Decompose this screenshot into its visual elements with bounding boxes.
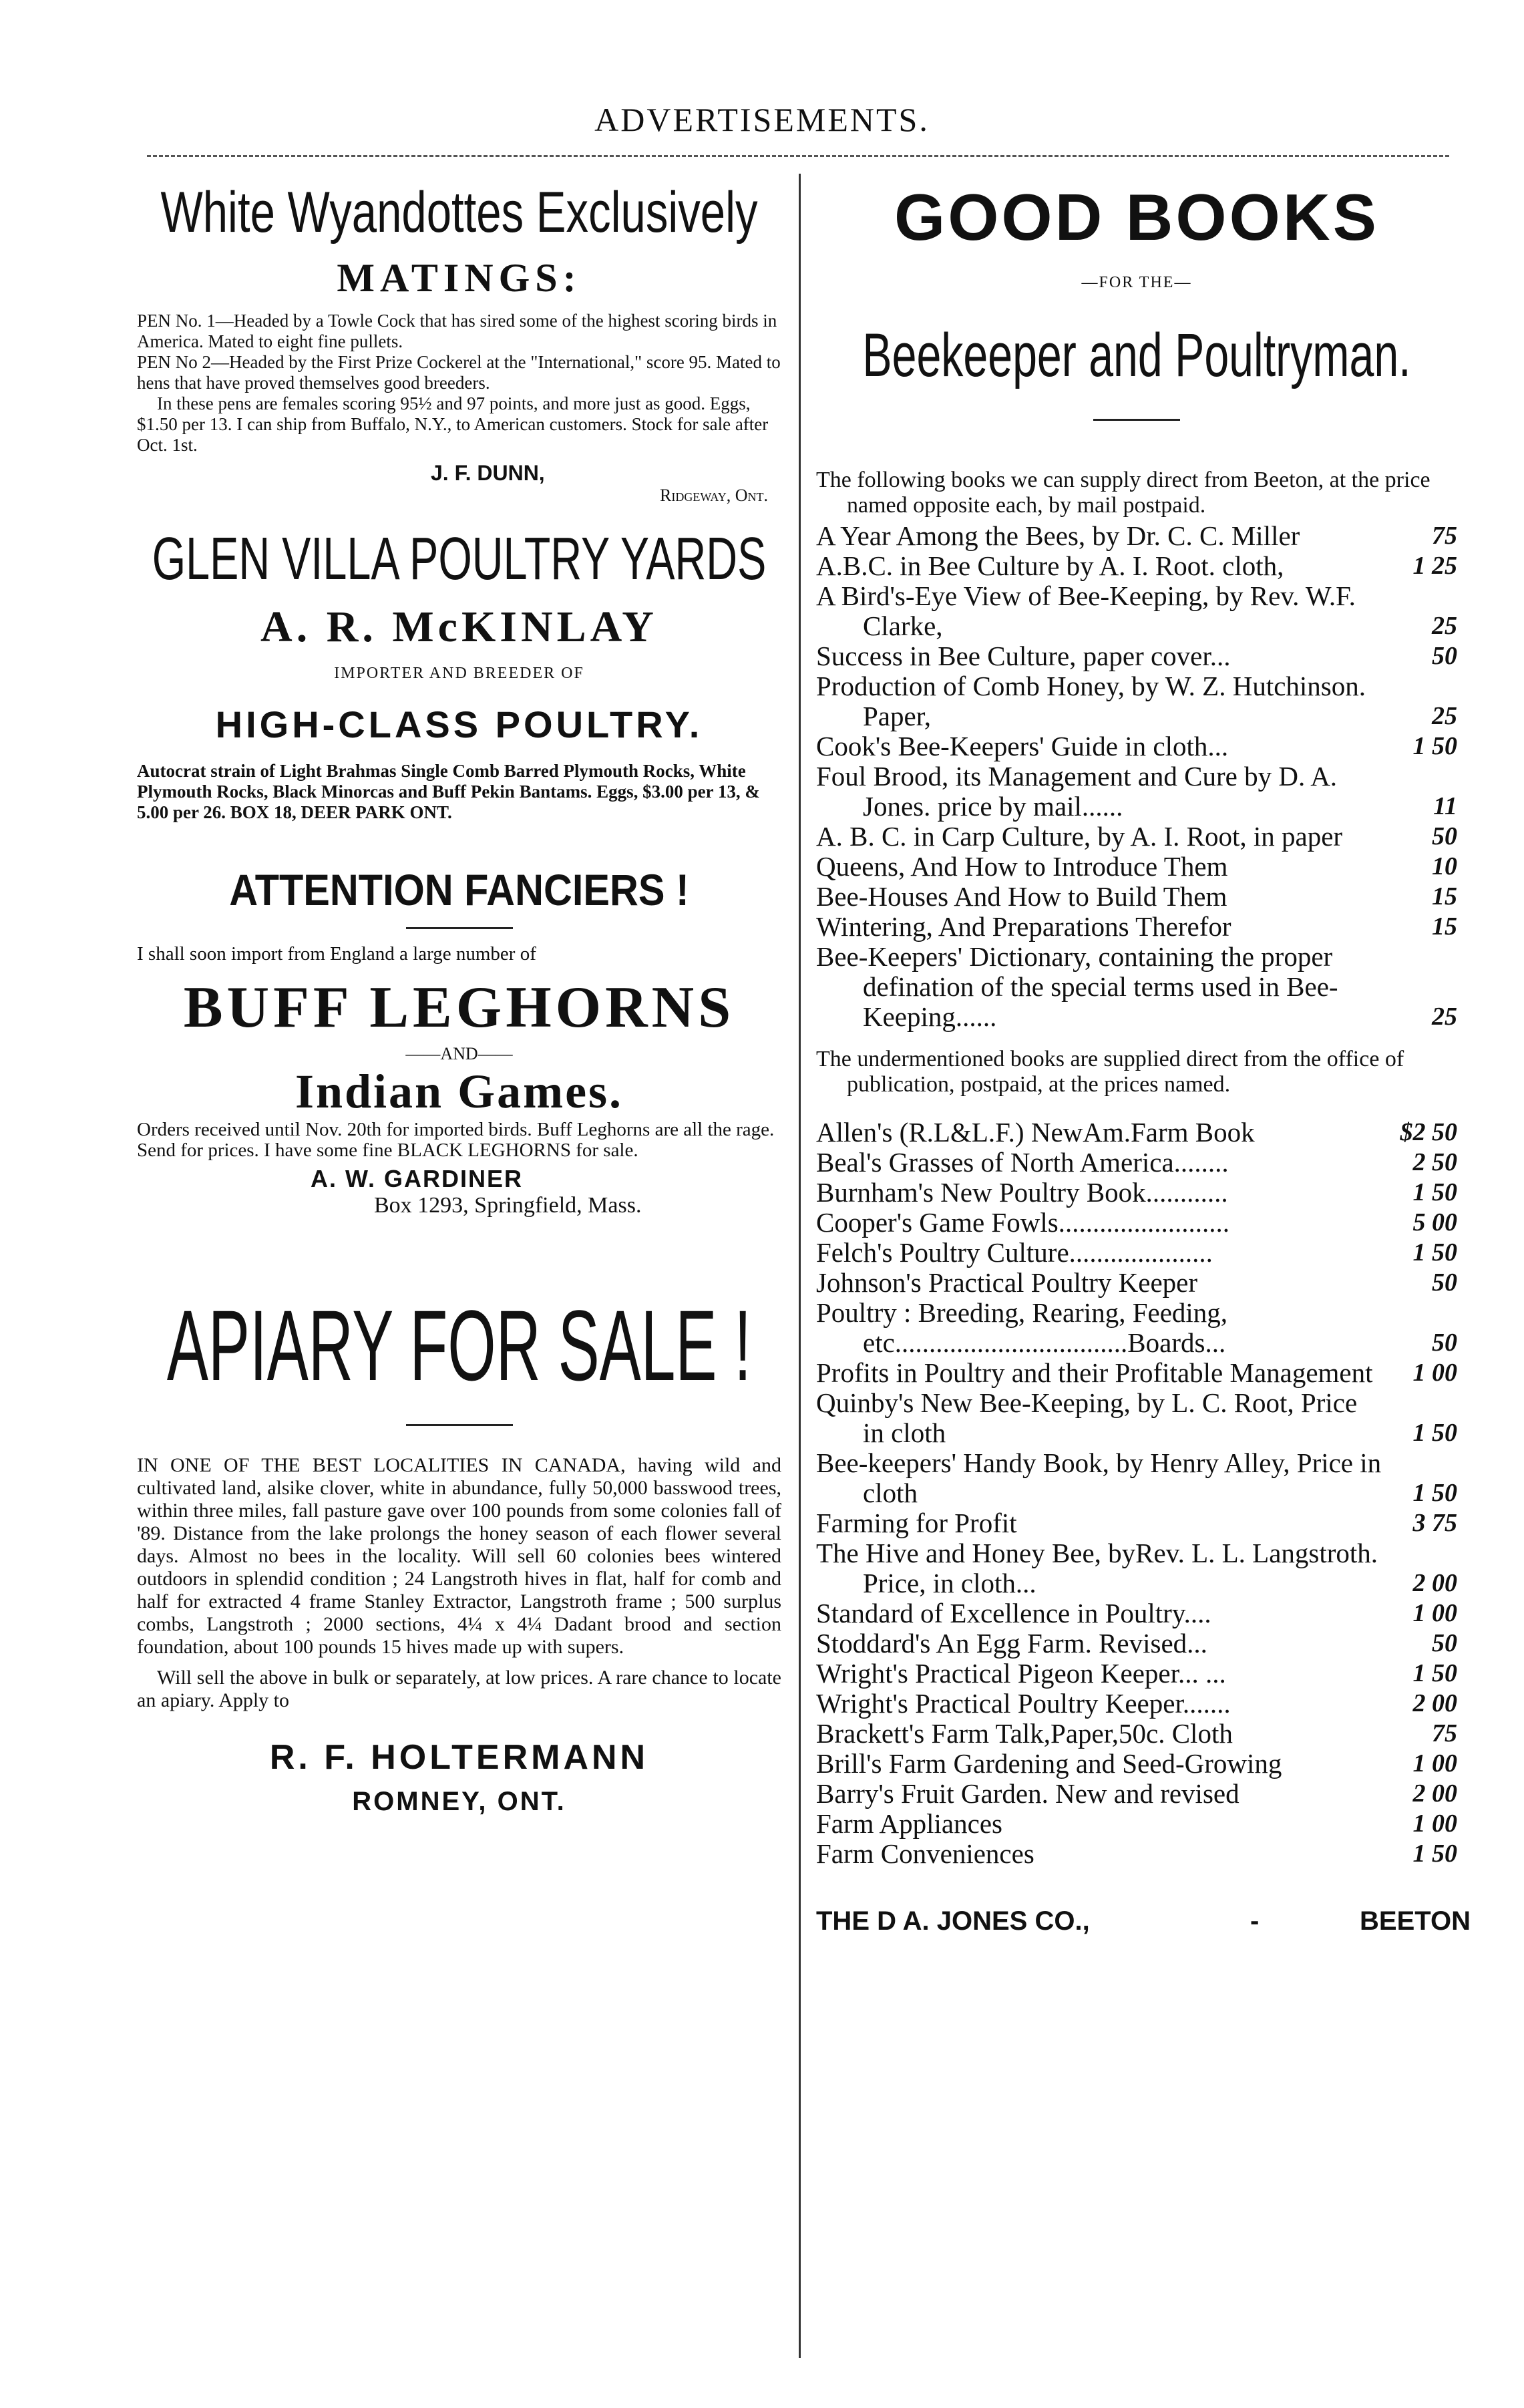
book-title: Wright's Practical Pigeon Keeper... ... — [816, 1658, 1226, 1689]
book-price: 50 — [1432, 642, 1457, 670]
book-entry — [816, 1508, 1457, 1538]
book-price: 50 — [1432, 1268, 1457, 1297]
book-price: 1 50 — [1412, 1419, 1457, 1447]
book-price: 1 50 — [1412, 1238, 1457, 1266]
glen-villa-title: GLEN VILLA POULTRY YARDS — [152, 526, 767, 592]
book-title: Bee-Houses And How to Build Them — [816, 881, 1227, 912]
attention-fanciers-title: ATTENTION FANCIERS ! — [229, 865, 689, 914]
book-price: 1 00 — [1412, 1749, 1457, 1777]
book-price: 75 — [1432, 1719, 1457, 1747]
book-title: A Bird's-Eye View of Bee-Keeping, by Rev. W.F. Clarke, — [816, 580, 1356, 641]
buff-leghorns: BUFF LEGHORNS — [183, 975, 735, 1040]
book-title: Queens, And How to Introduce Them — [816, 851, 1228, 882]
apiary-text-2: Will sell the above in bulk or separately, at low prices. A rare chance to locate an apiary. Apply to — [137, 1667, 781, 1711]
book-title: Allen's (R.L&L.F.) NewAm.Farm Book — [816, 1117, 1255, 1148]
right-column — [816, 180, 1471, 1946]
book-entry — [816, 1388, 1457, 1448]
book-title: Cook's Bee-Keepers' Guide in cloth... — [816, 731, 1229, 761]
book-entry — [816, 1238, 1457, 1268]
book-title: Beal's Grasses of North America........ — [816, 1147, 1229, 1178]
book-title: Brill's Farm Gardening and Seed-Growing — [816, 1748, 1282, 1779]
book-title: Barry's Fruit Garden. New and revised — [816, 1778, 1240, 1809]
books-intro-2: The undermentioned books are supplied direct from the office of publication, postpaid, at the prices named. — [816, 1047, 1404, 1097]
apiary-text: IN ONE OF THE BEST LOCALITIES IN CANADA, having wild and cultivated land, alsike clover, white in abundance, fully 50,000 basswood trees, within three miles, fall pasture gave over 100 pounds from some colonies fall of '89. Distance from the lake prolongs the honey season of each flower several days. Almost no bees in the locality. Will sell 60 colonies bees wintered outdoors in splendid condition ; 24 Langstroth hives in flat, half for comb and half for extracted 4 frame Stanley Extractor, Langstroth frame ; 500 surplus combs, Langstroth ; 2000 sections, 4¼ x 4¼ Dadant brood and section foundation, about 100 pounds 15 hives made up with supers. — [137, 1454, 781, 1658]
book-entry — [816, 1689, 1457, 1719]
dunn-name: J. F. DUNN, — [431, 461, 545, 485]
books-intro: The following books we can supply direct from Beeton, at the price named opposite each, by mail postpaid. — [816, 468, 1431, 518]
book-title: A. B. C. in Carp Culture, by A. I. Root, in paper — [816, 821, 1343, 852]
gardiner-intro: I shall soon import from England a large number of — [137, 943, 536, 965]
indian-games: Indian Games. — [295, 1065, 624, 1118]
book-price: 1 50 — [1412, 1178, 1457, 1206]
book-price: 1 50 — [1412, 1840, 1457, 1868]
book-price: 1 00 — [1412, 1359, 1457, 1387]
book-entry — [816, 581, 1457, 641]
book-title: Wintering, And Preparations Therefor — [816, 911, 1231, 942]
book-title: Poultry : Breeding, Rearing, Feeding, etc..................................Boards... — [816, 1297, 1228, 1358]
book-title: Farm Conveniences — [816, 1838, 1034, 1869]
footer-place: BEETON — [1360, 1906, 1471, 1936]
book-entry — [816, 1448, 1457, 1508]
bee-book-list — [816, 521, 1457, 1032]
book-entry — [816, 942, 1457, 1032]
book-price: 1 00 — [1412, 1810, 1457, 1838]
gardiner-rule — [406, 927, 513, 929]
matings-heading: MATINGS: — [337, 256, 582, 300]
book-entry — [816, 671, 1457, 731]
book-entry — [816, 1358, 1457, 1388]
book-price: 25 — [1432, 1003, 1457, 1031]
book-price: 50 — [1432, 1329, 1457, 1357]
book-entry — [816, 1719, 1457, 1749]
gardiner-ad — [137, 864, 781, 1218]
wyandotte-ad — [137, 180, 781, 506]
book-entry — [816, 1178, 1457, 1208]
footer-dash: - — [1250, 1906, 1260, 1936]
book-price: 25 — [1432, 702, 1457, 730]
book-price: 1 50 — [1412, 1479, 1457, 1507]
page-header: ADVERTISEMENTS. — [594, 101, 930, 138]
book-title: A.B.C. in Bee Culture by A. I. Root. cloth, — [816, 550, 1284, 581]
gardiner-name: A. W. GARDINER — [311, 1165, 524, 1192]
holtermann-place: ROMNEY, ONT. — [352, 1787, 566, 1816]
mckinlay-name: A. R. McKINLAY — [260, 603, 658, 651]
book-price: 15 — [1432, 882, 1457, 910]
book-price: 1 00 — [1412, 1599, 1457, 1627]
book-title: The Hive and Honey Bee, byRev. L. L. Langstroth. Price, in cloth... — [816, 1538, 1378, 1598]
wyandotte-paragraph: In these pens are females scoring 95½ and 97 points, and more just as good. Eggs, $1.50 per 13. I can ship from Buffalo, N.Y., to American customers. Stock for sale after Oct. 1st. — [137, 393, 769, 455]
poultry-book-list — [816, 1117, 1457, 1869]
book-price: 10 — [1432, 852, 1457, 880]
book-entry — [816, 1628, 1457, 1659]
book-title: Stoddard's An Egg Farm. Revised... — [816, 1628, 1207, 1659]
beekeeper-poultryman-title: Beekeeper and Poultryman. — [862, 321, 1411, 389]
book-price: 11 — [1433, 792, 1457, 820]
pen-2-text: PEN No 2—Headed by the First Prize Cockerel at the "International," score 95. Mated to hens that have proved themselves good breeders. — [137, 352, 781, 393]
book-title: Felch's Poultry Culture..................... — [816, 1237, 1213, 1268]
book-entry — [816, 822, 1457, 852]
apiary-title: APIARY FOR SALE ! — [166, 1289, 752, 1401]
book-entry — [816, 1598, 1457, 1628]
holtermann-name: R. F. HOLTERMANN — [269, 1738, 649, 1777]
book-title: Burnham's New Poultry Book............ — [816, 1177, 1228, 1208]
book-price: 1 50 — [1412, 1659, 1457, 1687]
book-entry — [816, 641, 1457, 671]
left-column — [137, 180, 781, 1817]
book-entry — [816, 882, 1457, 912]
book-title: A Year Among the Bees, by Dr. C. C. Miller — [816, 520, 1300, 551]
book-title: Production of Comb Honey, by W. Z. Hutchinson. Paper, — [816, 671, 1366, 731]
book-price: 2 00 — [1412, 1689, 1457, 1717]
book-price: 2 00 — [1412, 1779, 1457, 1808]
book-price: 50 — [1432, 1629, 1457, 1657]
book-title: Brackett's Farm Talk,Paper,50c. Cloth — [816, 1718, 1233, 1749]
dunn-place: Ridgeway, Ont. — [660, 486, 768, 505]
gardiner-text: Orders received until Nov. 20th for imported birds. Buff Leghorns are all the rage. Send for prices. I have some fine BLACK LEGHORNS for sale. — [137, 1119, 775, 1161]
book-entry — [816, 1268, 1457, 1298]
book-price: $2 50 — [1400, 1118, 1457, 1146]
book-entry — [816, 1749, 1457, 1779]
book-entry — [816, 1298, 1457, 1358]
book-title: Farm Appliances — [816, 1808, 1002, 1839]
column-divider — [799, 174, 801, 2358]
book-entry — [816, 761, 1457, 822]
book-title: Cooper's Game Fowls......................... — [816, 1207, 1229, 1238]
high-class-poultry: HIGH-CLASS POULTRY. — [215, 703, 703, 745]
book-title: Johnson's Practical Poultry Keeper — [816, 1267, 1198, 1298]
book-title: Standard of Excellence in Poultry.... — [816, 1598, 1211, 1628]
book-price: 2 00 — [1412, 1569, 1457, 1597]
book-entry — [816, 1148, 1457, 1178]
book-entry — [816, 731, 1457, 761]
book-entry — [816, 521, 1457, 551]
books-footer — [816, 1906, 1471, 1946]
book-entry — [816, 852, 1457, 882]
book-entry — [816, 1659, 1457, 1689]
book-price: 1 25 — [1412, 552, 1457, 580]
pen-1-text: PEN No. 1—Headed by a Towle Cock that has sired some of the highest scoring birds in America. Mated to eight fine pullets. — [137, 311, 777, 351]
book-price: 15 — [1432, 912, 1457, 940]
book-entry — [816, 1809, 1457, 1839]
book-price: 50 — [1432, 822, 1457, 850]
book-title: Success in Bee Culture, paper cover... — [816, 641, 1231, 671]
book-title: Wright's Practical Poultry Keeper....... — [816, 1688, 1231, 1719]
book-entry — [816, 551, 1457, 581]
book-price: 1 50 — [1412, 732, 1457, 760]
book-title: Farming for Profit — [816, 1508, 1017, 1538]
apiary-ad — [137, 1289, 781, 1817]
glen-villa-ad — [137, 526, 781, 823]
book-entry — [816, 1779, 1457, 1809]
importer-line: IMPORTER AND BREEDER OF — [334, 665, 584, 682]
book-entry — [816, 1839, 1457, 1869]
book-price: 75 — [1432, 522, 1457, 550]
book-entry — [816, 912, 1457, 942]
book-price: 25 — [1432, 612, 1457, 640]
book-price: 2 50 — [1412, 1148, 1457, 1176]
apiary-rule — [406, 1424, 513, 1426]
footer-publisher: THE D A. JONES CO., — [816, 1906, 1090, 1936]
book-price: 5 00 — [1412, 1208, 1457, 1236]
wyandotte-title: White Wyandottes Exclusively — [160, 180, 758, 244]
book-title: Quinby's New Bee-Keeping, by L. C. Root, Price in cloth — [816, 1387, 1358, 1448]
gardiner-address: Box 1293, Springfield, Mass. — [374, 1193, 642, 1218]
book-entry — [816, 1208, 1457, 1238]
books-rule — [1093, 419, 1180, 421]
book-title: Bee-Keepers' Dictionary, containing the proper defination of the special terms used in Bee-Keeping...... — [816, 941, 1338, 1032]
good-books-title: GOOD BOOKS — [894, 180, 1380, 254]
book-title: Profits in Poultry and their Profitable Management — [816, 1357, 1373, 1388]
book-title: Bee-keepers' Handy Book, by Henry Alley, Price in cloth — [816, 1447, 1382, 1508]
book-price: 3 75 — [1412, 1509, 1457, 1537]
glen-villa-text: Autocrat strain of Light Brahmas Single Comb Barred Plymouth Rocks, White Plymouth Rocks, Black Minorcas and Buff Pekin Bantams. Eggs, $3.00 per 13, & 5.00 per 26. BOX 18, DEER PARK ONT. — [137, 761, 760, 822]
book-entry — [816, 1117, 1457, 1148]
header-rule — [147, 155, 1449, 157]
book-entry — [816, 1538, 1457, 1598]
for-the-line: —FOR THE— — [1081, 274, 1192, 291]
book-title: Foul Brood, its Management and Cure by D. A. Jones. price by mail...... — [816, 761, 1338, 822]
and-line: ——AND—— — [405, 1044, 513, 1063]
